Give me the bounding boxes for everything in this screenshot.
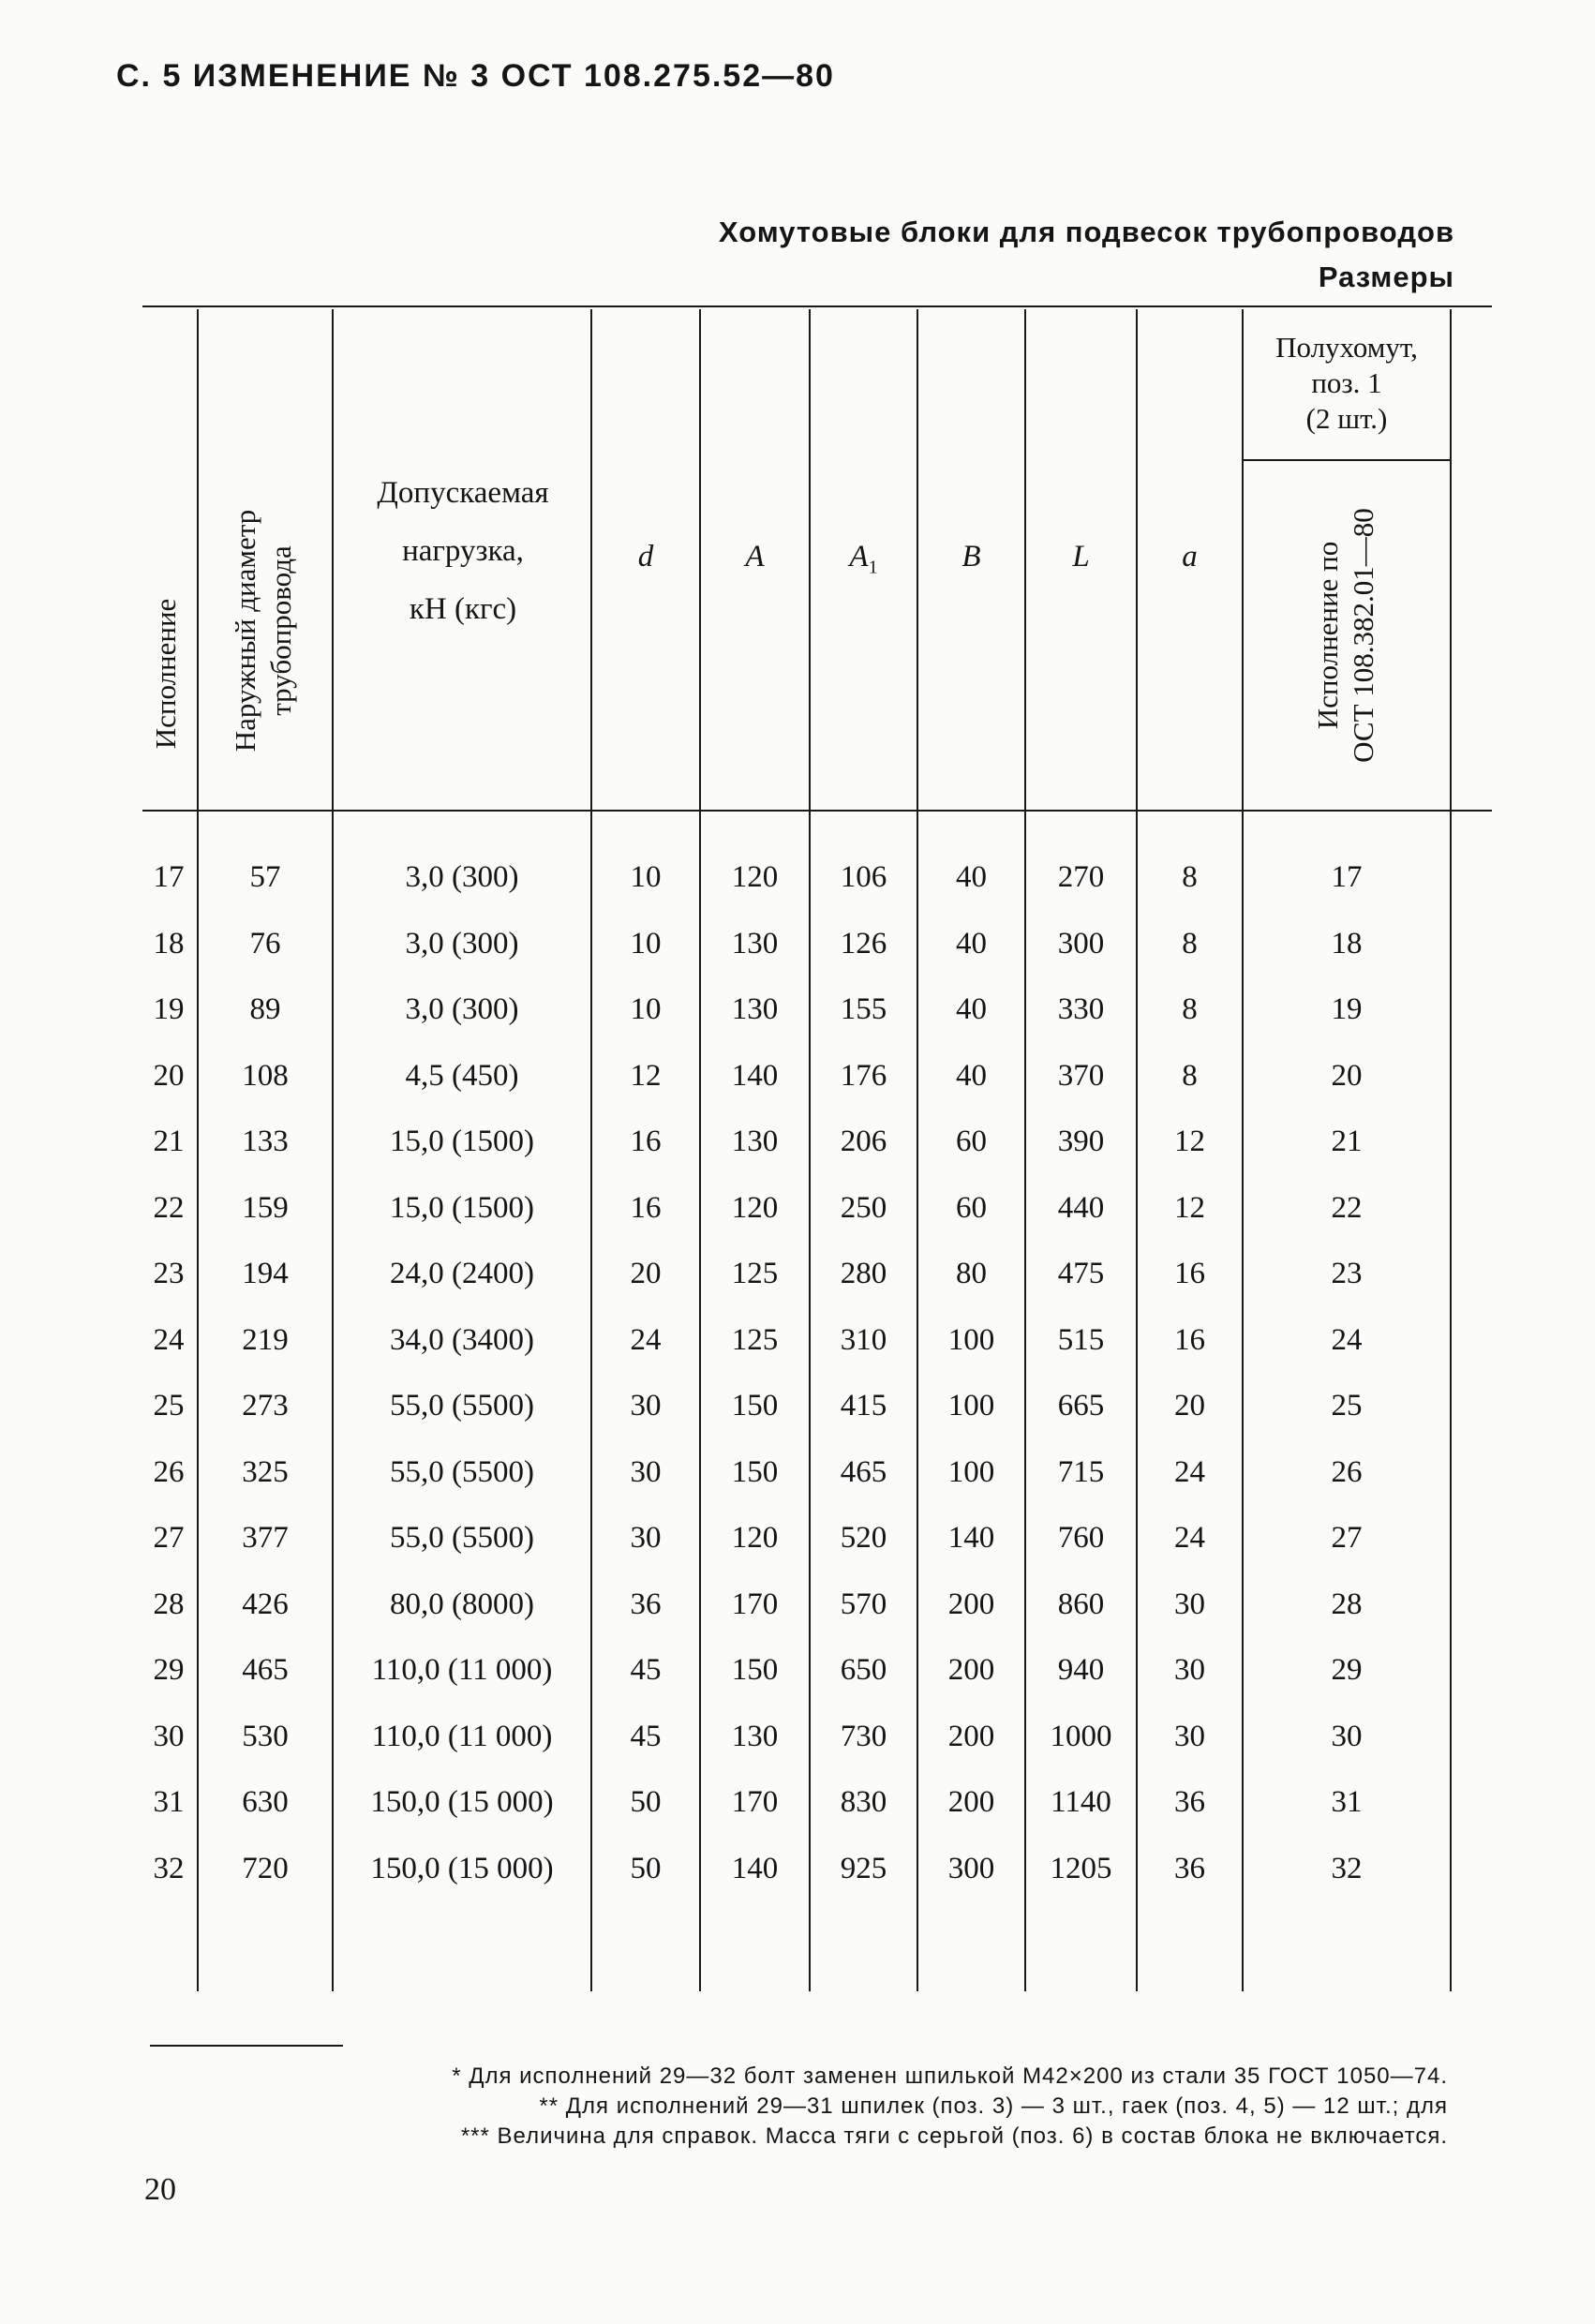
cell-outer-diameter: 133: [242, 1125, 289, 1158]
cell-ost-execution: 32: [1331, 1852, 1363, 1885]
cell-d: 16: [630, 1191, 662, 1225]
cell-allowable-load: 3,0 (300): [405, 860, 519, 894]
cell-allowable-load: 24,0 (2400): [390, 1257, 534, 1290]
cell-a: 36: [1174, 1852, 1205, 1885]
cell-L: 715: [1057, 1455, 1105, 1489]
header-outer-diameter-line1: Наружный диаметр: [229, 509, 261, 752]
header-d: d: [637, 540, 654, 574]
cell-A: 120: [731, 860, 779, 894]
cell-A1: 730: [840, 1720, 887, 1753]
cell-L: 515: [1057, 1323, 1105, 1357]
header-ost-line2: ОСТ 108.382.01—80: [1347, 508, 1379, 763]
cell-B: 60: [956, 1191, 987, 1225]
cell-allowable-load: 55,0 (5500): [390, 1521, 534, 1555]
table-title: [719, 210, 1454, 300]
cell-ispolnenie: 17: [153, 860, 185, 894]
cell-B: 100: [947, 1389, 995, 1423]
cell-allowable-load: 110,0 (11 000): [371, 1720, 553, 1753]
cell-L: 760: [1057, 1521, 1105, 1555]
cell-A: 150: [731, 1653, 779, 1687]
cell-ispolnenie: 31: [153, 1785, 185, 1819]
cell-A1: 415: [840, 1389, 887, 1423]
cell-allowable-load: 3,0 (300): [405, 992, 519, 1026]
cell-ispolnenie: 18: [153, 927, 185, 961]
cell-ost-execution: 31: [1331, 1785, 1363, 1819]
cell-allowable-load: 15,0 (1500): [390, 1125, 534, 1158]
cell-ispolnenie: 29: [153, 1653, 185, 1687]
header-load-line3: кН (кгс): [409, 592, 517, 626]
cell-B: 140: [947, 1521, 995, 1555]
cell-allowable-load: 150,0 (15 000): [370, 1852, 554, 1885]
cell-outer-diameter: 108: [242, 1059, 289, 1093]
cell-A: 125: [731, 1323, 779, 1357]
cell-A: 130: [731, 1125, 779, 1158]
header-ost-line1: Исполнение по: [1311, 541, 1344, 730]
cell-outer-diameter: 57: [249, 860, 281, 894]
cell-ispolnenie: 25: [153, 1389, 185, 1423]
cell-A1: 176: [840, 1059, 887, 1093]
cell-a: 16: [1174, 1257, 1205, 1290]
cell-A1: 155: [840, 992, 887, 1026]
cell-allowable-load: 4,5 (450): [405, 1059, 519, 1093]
cell-a: 8: [1182, 992, 1198, 1026]
cell-a: 8: [1182, 860, 1198, 894]
cell-ost-execution: 19: [1331, 992, 1363, 1026]
header-A1-letter: A: [849, 540, 869, 574]
cell-outer-diameter: 426: [242, 1587, 289, 1621]
cell-allowable-load: 55,0 (5500): [390, 1389, 534, 1423]
cell-a: 30: [1174, 1587, 1205, 1621]
cell-A1: 925: [840, 1852, 887, 1885]
cell-ost-execution: 26: [1331, 1455, 1363, 1489]
footnote-rule: [150, 2045, 343, 2047]
header-a: a: [1182, 540, 1198, 574]
cell-ispolnenie: 27: [153, 1521, 185, 1555]
cell-a: 16: [1174, 1323, 1205, 1357]
cell-A: 130: [731, 927, 779, 961]
table-title-line1: Хомутовые блоки для подвесок трубопроводов: [718, 216, 1454, 248]
header-L: L: [1072, 540, 1090, 574]
cell-outer-diameter: 325: [242, 1455, 289, 1489]
cell-L: 665: [1057, 1389, 1105, 1423]
cell-d: 30: [630, 1455, 662, 1489]
cell-outer-diameter: 630: [242, 1785, 289, 1819]
cell-L: 1205: [1050, 1852, 1112, 1885]
cell-B: 200: [947, 1587, 995, 1621]
cell-L: 940: [1057, 1653, 1105, 1687]
footnotes: [187, 2062, 1448, 2152]
cell-ispolnenie: 20: [153, 1059, 185, 1093]
cell-ispolnenie: 24: [153, 1323, 185, 1357]
table-title-line2: Размеры: [1318, 261, 1454, 293]
cell-B: 80: [956, 1257, 987, 1290]
cell-allowable-load: 110,0 (11 000): [371, 1653, 553, 1687]
header-A1: [811, 528, 917, 597]
cell-L: 390: [1057, 1125, 1105, 1158]
cell-A1: 106: [840, 860, 887, 894]
cell-a: 24: [1174, 1455, 1205, 1489]
cell-A: 170: [731, 1785, 779, 1819]
cell-allowable-load: 150,0 (15 000): [370, 1785, 554, 1819]
cell-a: 30: [1174, 1653, 1205, 1687]
cell-ost-execution: 18: [1331, 927, 1363, 961]
cell-ost-execution: 20: [1331, 1059, 1363, 1093]
cell-d: 36: [630, 1587, 662, 1621]
cell-d: 24: [630, 1323, 662, 1357]
cell-d: 20: [630, 1257, 662, 1290]
cell-ost-execution: 24: [1331, 1323, 1363, 1357]
cell-ost-execution: 25: [1331, 1389, 1363, 1423]
cell-outer-diameter: 89: [249, 992, 281, 1026]
cell-A1: 465: [840, 1455, 887, 1489]
header-half-clamp-line2: поз. 1: [1311, 366, 1382, 399]
cell-L: 1000: [1050, 1720, 1112, 1753]
cell-d: 50: [630, 1785, 662, 1819]
cell-B: 40: [956, 1059, 987, 1093]
cell-L: 330: [1057, 992, 1105, 1026]
cell-ost-execution: 22: [1331, 1191, 1363, 1225]
cell-A1: 280: [840, 1257, 887, 1290]
cell-L: 475: [1057, 1257, 1105, 1290]
table-top-rule: [142, 305, 1492, 307]
cell-d: 10: [630, 860, 662, 894]
cell-outer-diameter: 377: [242, 1521, 289, 1555]
cell-B: 40: [956, 992, 987, 1026]
cell-outer-diameter: 76: [249, 927, 281, 961]
cell-B: 40: [956, 927, 987, 961]
cell-A1: 830: [840, 1785, 887, 1819]
cell-outer-diameter: 219: [242, 1323, 289, 1357]
cell-ost-execution: 21: [1331, 1125, 1363, 1158]
cell-A1: 206: [840, 1125, 887, 1158]
cell-a: 8: [1182, 927, 1198, 961]
footnote-2: ** Для исполнений 29—31 шпилек (поз. 3) — 3 шт., гаек (поз. 4, 5) — 12 шт.; для: [539, 2093, 1448, 2119]
cell-ost-execution: 30: [1331, 1720, 1363, 1753]
cell-allowable-load: 34,0 (3400): [390, 1323, 534, 1357]
page-number: 20: [144, 2172, 176, 2207]
cell-a: 20: [1174, 1389, 1205, 1423]
cell-outer-diameter: 720: [242, 1852, 289, 1885]
cell-ost-execution: 28: [1331, 1587, 1363, 1621]
cell-L: 270: [1057, 860, 1105, 894]
footnote-1: * Для исполнений 29—32 болт заменен шпилькой М42×200 из стали 35 ГОСТ 1050—74.: [452, 2063, 1448, 2089]
cell-A: 170: [731, 1587, 779, 1621]
cell-d: 12: [630, 1059, 662, 1093]
cell-allowable-load: 15,0 (1500): [390, 1191, 534, 1225]
header-load-line1: Допускаемая: [377, 476, 549, 510]
cell-d: 50: [630, 1852, 662, 1885]
cell-ost-execution: 29: [1331, 1653, 1363, 1687]
cell-d: 45: [630, 1720, 662, 1753]
cell-ispolnenie: 26: [153, 1455, 185, 1489]
cell-ispolnenie: 23: [153, 1257, 185, 1290]
footnote-3: *** Величина для справок. Масса тяги с серьгой (поз. 6) в состав блока не включается.: [460, 2123, 1448, 2149]
cell-allowable-load: 55,0 (5500): [390, 1455, 534, 1489]
cell-a: 8: [1182, 1059, 1198, 1093]
cell-A: 120: [731, 1521, 779, 1555]
cell-A1: 126: [840, 927, 887, 961]
cell-A: 140: [731, 1852, 779, 1885]
header-half-clamp-line3: (2 шт.): [1305, 402, 1388, 435]
header-bottom-rule: [142, 810, 1492, 812]
cell-ispolnenie: 19: [153, 992, 185, 1026]
cell-B: 200: [947, 1785, 995, 1819]
cell-A: 130: [731, 1720, 779, 1753]
col-divider-10: [1450, 309, 1452, 1991]
cell-L: 370: [1057, 1059, 1105, 1093]
cell-ost-execution: 17: [1331, 860, 1363, 894]
cell-ispolnenie: 30: [153, 1720, 185, 1753]
cell-B: 200: [947, 1653, 995, 1687]
cell-ispolnenie: 32: [153, 1852, 185, 1885]
cell-a: 36: [1174, 1785, 1205, 1819]
cell-allowable-load: 3,0 (300): [405, 927, 519, 961]
cell-d: 10: [630, 927, 662, 961]
cell-a: 30: [1174, 1720, 1205, 1753]
cell-B: 100: [947, 1323, 995, 1357]
header-B: B: [961, 540, 981, 574]
page-header: С. 5 ИЗМЕНЕНИЕ № 3 ОСТ 108.275.52—80: [116, 58, 835, 94]
header-A1-subscript: 1: [868, 557, 878, 578]
cell-ispolnenie: 28: [153, 1587, 185, 1621]
header-ost-execution: [1310, 476, 1381, 795]
header-outer-diameter-line2: трубопровода: [264, 545, 297, 716]
cell-outer-diameter: 159: [242, 1191, 289, 1225]
cell-A: 150: [731, 1389, 779, 1423]
cell-outer-diameter: 194: [242, 1257, 289, 1290]
header-outer-diameter: [228, 471, 299, 790]
cell-d: 45: [630, 1653, 662, 1687]
subheader-rule: [1242, 459, 1450, 461]
cell-outer-diameter: 530: [242, 1720, 289, 1753]
cell-B: 300: [947, 1852, 995, 1885]
header-ispolnenie: Исполнение: [149, 598, 182, 750]
header-A: A: [745, 540, 765, 574]
header-half-clamp: [1244, 330, 1450, 437]
cell-a: 12: [1174, 1191, 1205, 1225]
cell-L: 1140: [1051, 1785, 1111, 1819]
cell-A1: 250: [840, 1191, 887, 1225]
cell-ost-execution: 27: [1331, 1521, 1363, 1555]
cell-a: 12: [1174, 1125, 1205, 1158]
header-load-line2: нагрузка,: [402, 534, 524, 568]
cell-d: 10: [630, 992, 662, 1026]
cell-d: 30: [630, 1389, 662, 1423]
cell-A: 125: [731, 1257, 779, 1290]
cell-L: 860: [1057, 1587, 1105, 1621]
cell-A1: 570: [840, 1587, 887, 1621]
cell-allowable-load: 80,0 (8000): [390, 1587, 534, 1621]
cell-A1: 310: [840, 1323, 887, 1357]
cell-A1: 650: [840, 1653, 887, 1687]
cell-A1: 520: [840, 1521, 887, 1555]
cell-B: 40: [956, 860, 987, 894]
cell-ispolnenie: 21: [153, 1125, 185, 1158]
cell-B: 200: [947, 1720, 995, 1753]
cell-outer-diameter: 273: [242, 1389, 289, 1423]
header-half-clamp-line1: Полухомут,: [1275, 331, 1418, 364]
cell-outer-diameter: 465: [242, 1653, 289, 1687]
cell-A: 130: [731, 992, 779, 1026]
cell-A: 150: [731, 1455, 779, 1489]
cell-A: 120: [731, 1191, 779, 1225]
cell-B: 100: [947, 1455, 995, 1489]
cell-d: 16: [630, 1125, 662, 1158]
cell-ispolnenie: 22: [153, 1191, 185, 1225]
cell-B: 60: [956, 1125, 987, 1158]
cell-L: 300: [1057, 927, 1105, 961]
cell-d: 30: [630, 1521, 662, 1555]
header-allowable-load: [337, 464, 589, 638]
cell-A: 140: [731, 1059, 779, 1093]
cell-ost-execution: 23: [1331, 1257, 1363, 1290]
cell-a: 24: [1174, 1521, 1205, 1555]
cell-L: 440: [1057, 1191, 1105, 1225]
